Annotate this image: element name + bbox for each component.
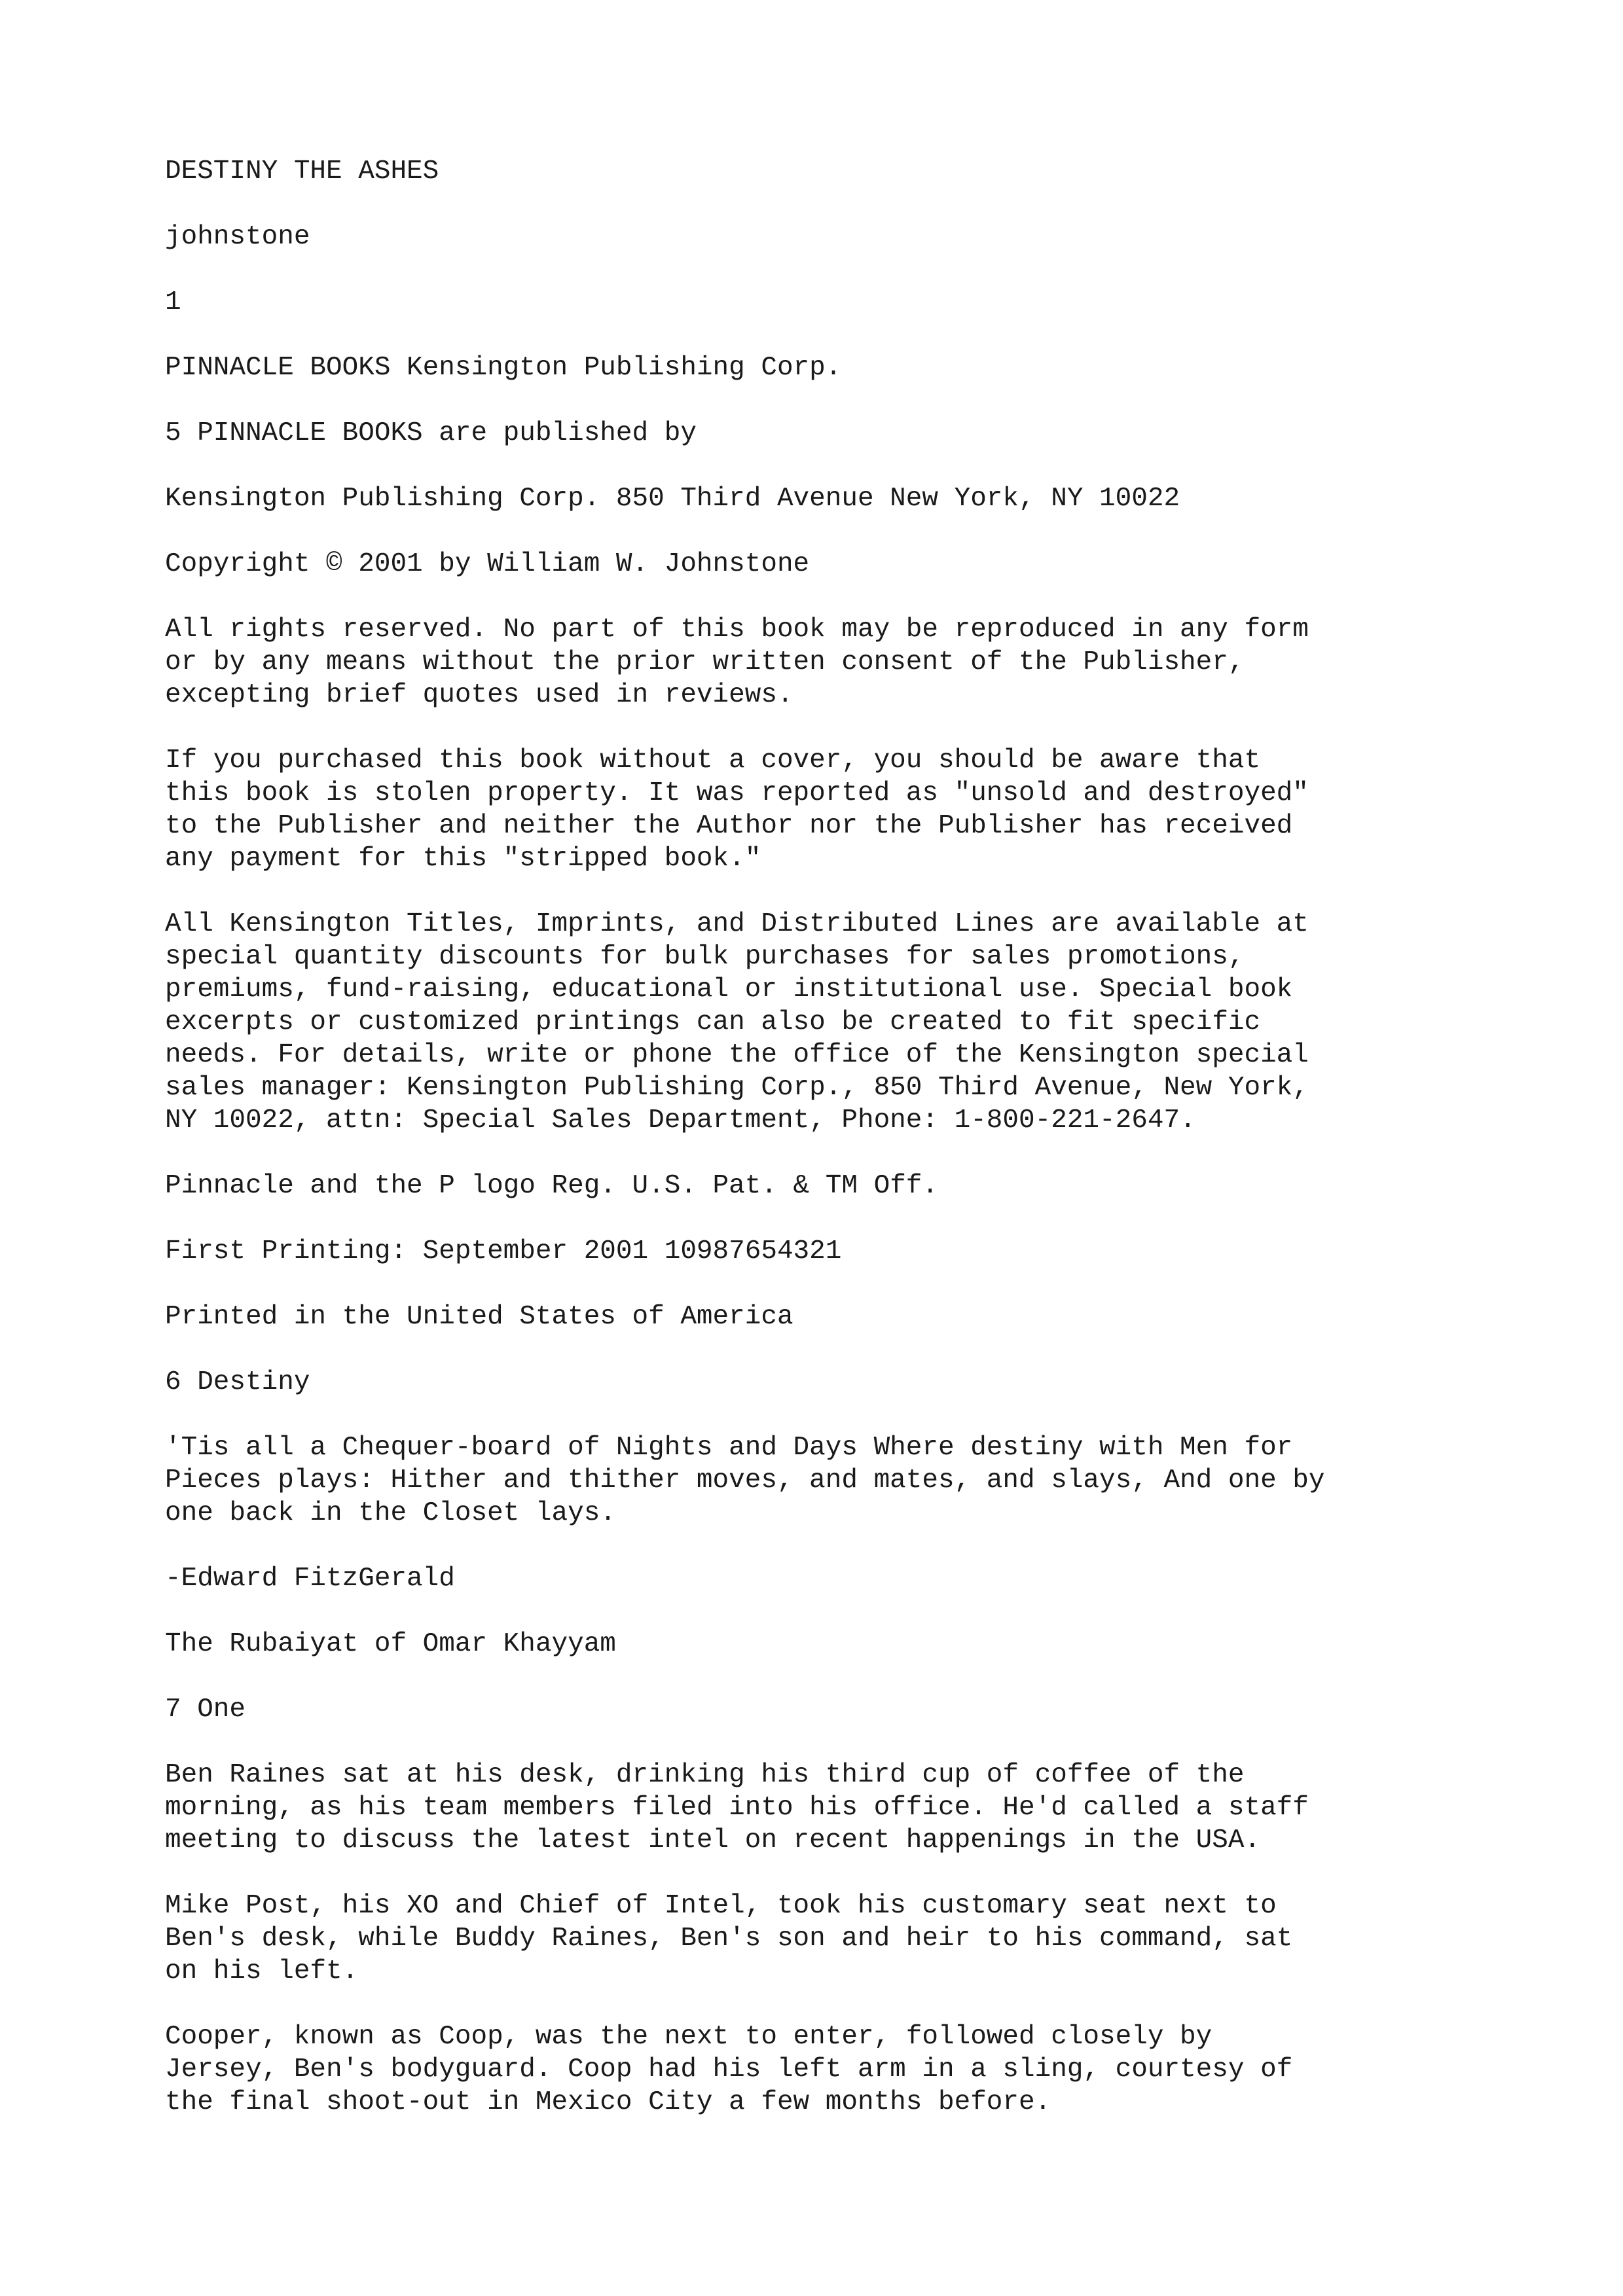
text-line: Mike Post, his XO and Chief of Intel, took his customary seat next to xyxy=(165,1891,1277,1921)
paragraph xyxy=(165,548,1474,581)
paragraph xyxy=(165,1562,1474,1595)
paragraph xyxy=(165,417,1474,450)
text-line: any payment for this "stripped book." xyxy=(165,844,761,874)
paragraph xyxy=(165,2020,1474,2119)
text-line: 5 PINNACLE BOOKS are published by xyxy=(165,418,697,448)
text-line: NY 10022, attn: Special Sales Department, Phone: 1-800-221-2647. xyxy=(165,1105,1196,1136)
paragraph xyxy=(165,1890,1474,1988)
text-line: excerpts or customized printings can also be created to fit specific xyxy=(165,1007,1261,1037)
paragraph xyxy=(165,1235,1474,1268)
text-line: Pieces plays: Hither and thither moves, and mates, and slays, And one by xyxy=(165,1465,1325,1496)
text-line: the final shoot-out in Mexico City a few months before. xyxy=(165,2087,1051,2117)
text-line: First Printing: September 2001 10987654321 xyxy=(165,1236,842,1266)
paragraph xyxy=(165,1170,1474,1202)
text-line: special quantity discounts for bulk purchases for sales promotions, xyxy=(165,942,1245,972)
text-line: Ben Raines sat at his desk, drinking his third cup of coffee of the xyxy=(165,1760,1245,1790)
paragraph xyxy=(165,1431,1474,1530)
text-line: 'Tis all a Chequer-board of Nights and Days Where destiny with Men for xyxy=(165,1433,1293,1463)
paragraph xyxy=(165,1300,1474,1333)
text-line: Jersey, Ben's bodyguard. Coop had his left arm in a sling, courtesy of xyxy=(165,2054,1293,2085)
document-page xyxy=(165,155,1474,2151)
text-line: The Rubaiyat of Omar Khayyam xyxy=(165,1629,616,1659)
paragraph xyxy=(165,1628,1474,1660)
page-number: 1 xyxy=(165,287,181,317)
text-line: excepting brief quotes used in reviews. xyxy=(165,680,793,710)
text-line: meeting to discuss the latest intel on recent happenings in the USA. xyxy=(165,1825,1261,1856)
text-line: Kensington Publishing Corp. 850 Third Avenue New York, NY 10022 xyxy=(165,484,1180,514)
text-line: Cooper, known as Coop, was the next to enter, followed closely by xyxy=(165,2022,1213,2052)
text-line: PINNACLE BOOKS Kensington Publishing Corp. xyxy=(165,353,842,383)
text-line: Copyright © 2001 by William W. Johnstone xyxy=(165,549,810,579)
text-line: or by any means without the prior written consent of the Publisher, xyxy=(165,647,1245,677)
paragraph xyxy=(165,908,1474,1137)
document-title: DESTINY THE ASHES xyxy=(165,156,439,187)
text-line: premiums, fund-raising, educational or institutional use. Special book xyxy=(165,975,1293,1005)
paragraph xyxy=(165,1366,1474,1399)
text-line: one back in the Closet lays. xyxy=(165,1498,616,1528)
paragraph xyxy=(165,1759,1474,1857)
text-line: 7 One xyxy=(165,1695,246,1725)
body-text xyxy=(165,351,1474,2119)
text-line: sales manager: Kensington Publishing Corp., 850 Third Avenue, New York, xyxy=(165,1073,1309,1103)
text-line: Ben's desk, while Buddy Raines, Ben's son and heir to his command, sat xyxy=(165,1924,1293,1954)
text-line: If you purchased this book without a cover, you should be aware that xyxy=(165,745,1261,776)
text-line: 6 Destiny xyxy=(165,1367,310,1397)
text-line: -Edward FitzGerald xyxy=(165,1564,455,1594)
text-line: to the Publisher and neither the Author nor the Publisher has received xyxy=(165,811,1293,841)
document-author: johnstone xyxy=(165,222,310,252)
text-line: this book is stolen property. It was reported as "unsold and destroyed" xyxy=(165,778,1309,808)
text-line: Pinnacle and the P logo Reg. U.S. Pat. & TM Off. xyxy=(165,1171,938,1201)
paragraph xyxy=(165,351,1474,384)
text-line: All rights reserved. No part of this book may be reproduced in any form xyxy=(165,615,1309,645)
text-line: All Kensington Titles, Imprints, and Distributed Lines are available at xyxy=(165,909,1309,939)
paragraph xyxy=(165,744,1474,875)
paragraph xyxy=(165,482,1474,515)
text-line: morning, as his team members filed into his office. He'd called a staff xyxy=(165,1793,1309,1823)
paragraph xyxy=(165,1693,1474,1726)
text-line: on his left. xyxy=(165,1956,359,1986)
text-line: Printed in the United States of America xyxy=(165,1302,793,1332)
paragraph xyxy=(165,613,1474,711)
text-line: needs. For details, write or phone the office of the Kensington special xyxy=(165,1040,1309,1070)
